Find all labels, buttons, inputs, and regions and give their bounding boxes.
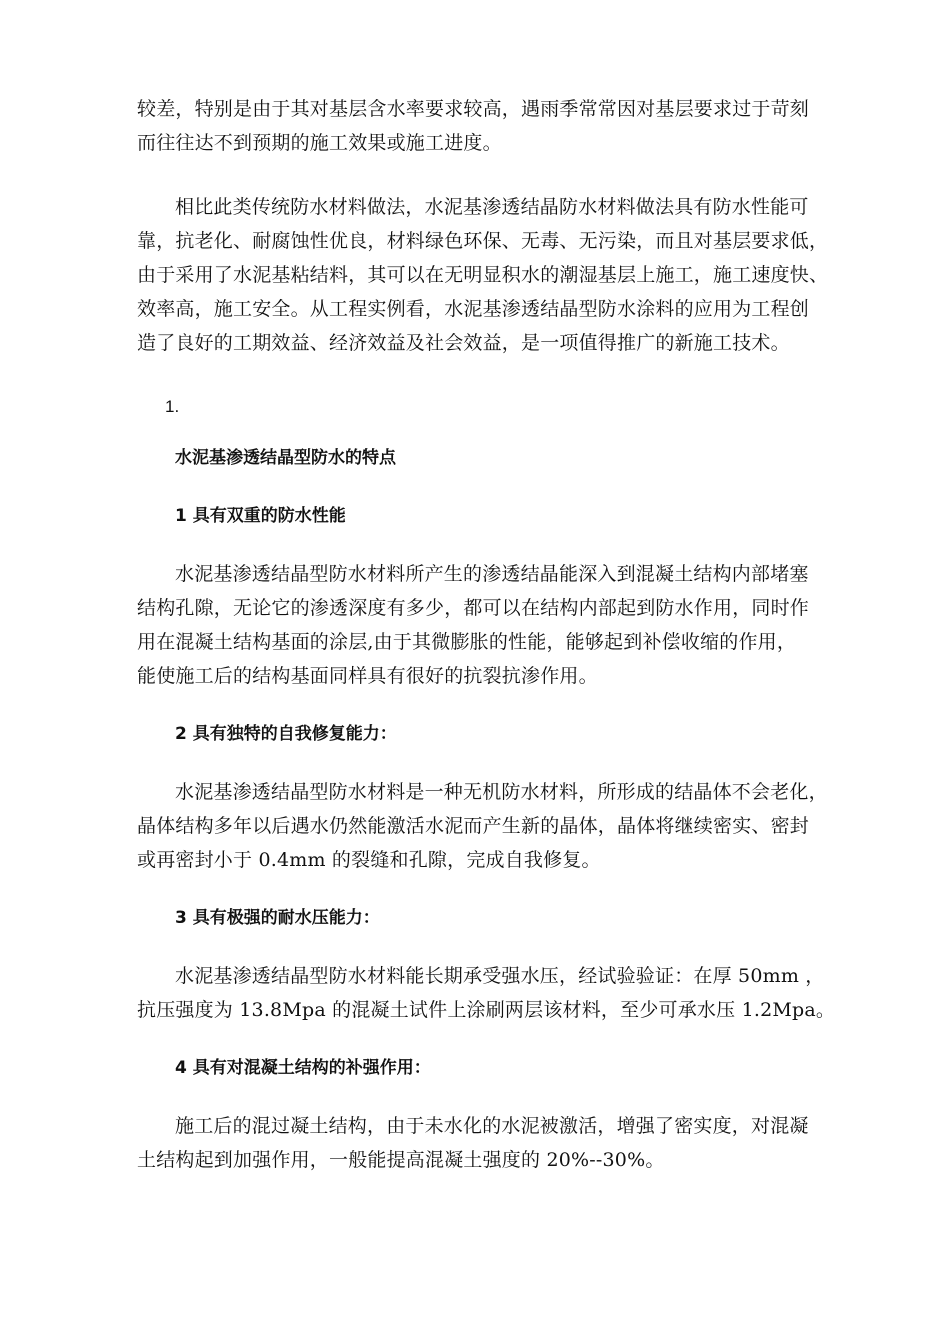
subheading-4: 4 具有对混凝土结构的补强作用： bbox=[175, 1058, 431, 1078]
text-line: 效率高，施工安全。从工程实例看，水泥基渗透结晶型防水涂料的应用为工程创 bbox=[137, 298, 810, 320]
text-line: 施工后的混过凝土结构，由于未水化的水泥被激活，增强了密实度，对混凝 bbox=[175, 1115, 809, 1137]
list-number-marker: 1. bbox=[165, 397, 180, 416]
text-line: 而往往达不到预期的施工效果或施工进度。 bbox=[137, 132, 502, 154]
section-title: 水泥基渗透结晶型防水的特点 bbox=[175, 448, 396, 468]
document-page bbox=[137, 92, 836, 1177]
text-line: 抗压强度为 13.8Mpa 的混凝土试件上涂刷两层该材料，至少可承水压 1.2Mpa。 bbox=[137, 999, 836, 1021]
paragraph-3 bbox=[137, 959, 836, 1027]
text-line: 靠，抗老化、耐腐蚀性优良，材料绿色环保、无毒、无污染，而且对基层要求低， bbox=[137, 230, 829, 252]
text-line: 水泥基渗透结晶型防水材料所产生的渗透结晶能深入到混凝土结构内部堵塞 bbox=[175, 563, 809, 585]
text-line: 用在混凝土结构基面的涂层,由于其微膨胀的性能，能够起到补偿收缩的作用， bbox=[137, 631, 797, 653]
text-line: 能使施工后的结构基面同样具有很好的抗裂抗渗作用。 bbox=[137, 665, 598, 687]
text-line: 较差，特别是由于其对基层含水率要求较高，遇雨季常常因对基层要求过于苛刻 bbox=[137, 98, 810, 120]
subheading-3: 3 具有极强的耐水压能力： bbox=[175, 908, 380, 928]
paragraph-2 bbox=[137, 775, 828, 877]
subheading-2: 2 具有独特的自我修复能力： bbox=[175, 724, 397, 744]
text-line: 水泥基渗透结晶型防水材料是一种无机防水材料，所形成的结晶体不会老化， bbox=[175, 781, 828, 803]
text-line: 结构孔隙，无论它的渗透深度有多少，都可以在结构内部起到防水作用，同时作 bbox=[137, 597, 810, 619]
text-line: 或再密封小于 0.4mm 的裂缝和孔隙，完成自我修复。 bbox=[137, 849, 601, 871]
text-line: 晶体结构多年以后遇水仍然能激活水泥而产生新的晶体，晶体将继续密实、密封 bbox=[137, 815, 810, 837]
subheading-1: 1 具有双重的防水性能 bbox=[175, 506, 346, 526]
text-line: 水泥基渗透结晶型防水材料能长期承受强水压，经试验验证：在厚 50mm ， bbox=[175, 965, 825, 987]
paragraph-1 bbox=[137, 557, 817, 693]
text-line: 造了良好的工期效益、经济效益及社会效益，是一项值得推广的新施工技术。 bbox=[137, 332, 790, 354]
paragraph-comparison bbox=[137, 190, 829, 360]
paragraph-intro bbox=[137, 92, 817, 160]
paragraph-4 bbox=[137, 1109, 817, 1177]
text-line: 土结构起到加强作用，一般能提高混凝土强度的 20%--30%。 bbox=[137, 1149, 665, 1171]
text-line: 相比此类传统防水材料做法，水泥基渗透结晶防水材料做法具有防水性能可 bbox=[175, 196, 809, 218]
text-line: 由于采用了水泥基粘结料，其可以在无明显积水的潮湿基层上施工，施工速度快、 bbox=[137, 264, 829, 286]
